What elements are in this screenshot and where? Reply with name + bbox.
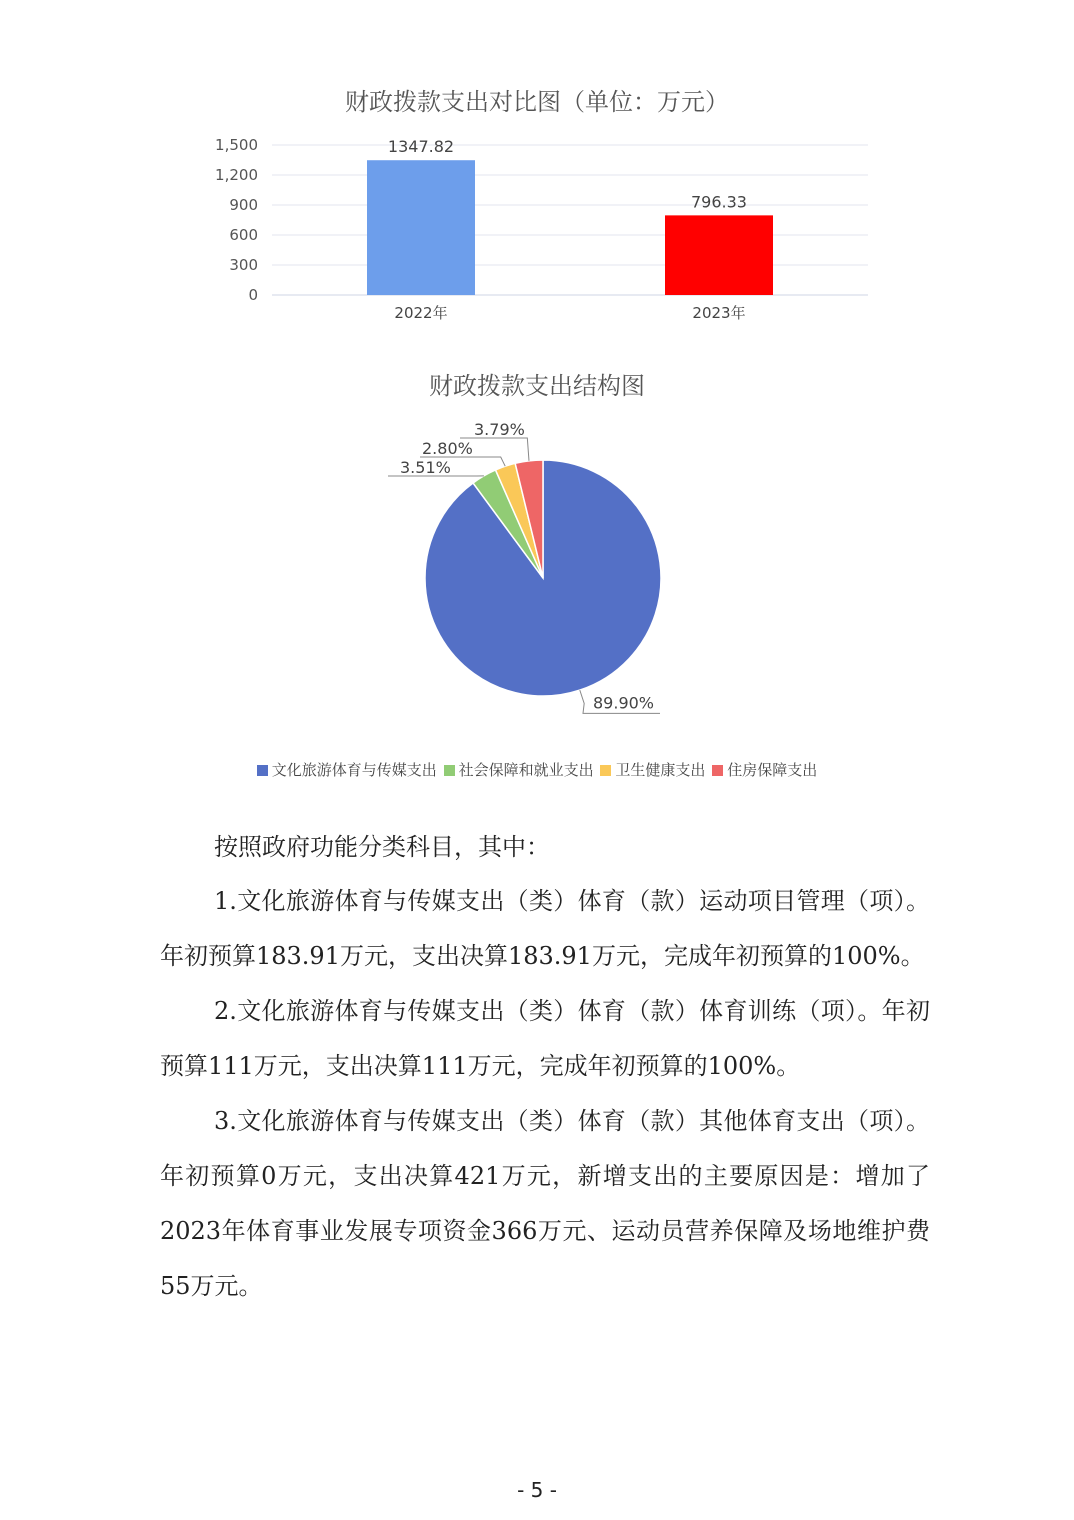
paragraph-3: 3.文化旅游体育与传媒支出（类）体育（款）其他体育支出（项）。年初预算0万元，支出决算421万元，新增支出的主要原因是：增加了2023年体育事业发展专项资金366万元、运动员营养保障及场地维护费55万元。 xyxy=(160,1107,930,1300)
legend-swatch-social xyxy=(444,765,455,776)
legend-label-health: 卫生健康支出 xyxy=(615,761,706,779)
legend-label-culture: 文化旅游体育与传媒支出 xyxy=(271,761,437,779)
body-text xyxy=(160,874,930,1314)
paragraph-2: 2.文化旅游体育与传媒支出（类）体育（款）体育训练（项）。年初预算111万元，支出决算111万元，完成年初预算的100%。 xyxy=(160,997,930,1080)
x-tick-label: 2023年 xyxy=(692,304,746,322)
legend-swatch-health xyxy=(600,765,611,776)
legend-label-housing: 住房保障支出 xyxy=(727,761,818,779)
pie-slice-label: 89.90% xyxy=(593,693,655,713)
paragraph-1: 1.文化旅游体育与传媒支出（类）体育（款）运动项目管理（项）。年初预算183.91万元，支出决算183.91万元，完成年初预算的100%。 xyxy=(160,887,930,970)
legend-item-housing xyxy=(712,759,817,780)
legend-swatch-housing xyxy=(712,765,723,776)
bar-chart-title: 财政拨款支出对比图（单位：万元） xyxy=(345,88,729,116)
pie-chart-title: 财政拨款支出结构图 xyxy=(429,372,645,400)
y-tick-label: 1,500 xyxy=(215,136,258,154)
page-number: - 5 - xyxy=(517,1478,557,1502)
pie-slice-label: 3.79% xyxy=(474,420,525,439)
legend-item-culture xyxy=(257,759,437,780)
legend-label-social: 社会保障和就业支出 xyxy=(458,761,594,779)
intro-paragraph: 按照政府功能分类科目，其中： xyxy=(214,833,550,861)
legend-item-health xyxy=(600,759,705,780)
y-tick-label: 600 xyxy=(229,226,258,244)
bar-value-label: 1347.82 xyxy=(387,137,455,157)
x-tick-label: 2022年 xyxy=(394,304,448,322)
bar-value-label: 796.33 xyxy=(691,192,747,212)
y-tick-label: 0 xyxy=(248,286,258,304)
legend-swatch-culture xyxy=(257,765,268,776)
pie-slice-label: 3.51% xyxy=(400,458,451,477)
pie-slice-label: 2.80% xyxy=(422,439,473,458)
legend-item-social xyxy=(444,759,594,780)
y-tick-label: 900 xyxy=(229,196,258,214)
pie-legend xyxy=(0,759,1074,780)
y-tick-label: 300 xyxy=(229,256,258,274)
y-tick-label: 1,200 xyxy=(215,166,258,184)
